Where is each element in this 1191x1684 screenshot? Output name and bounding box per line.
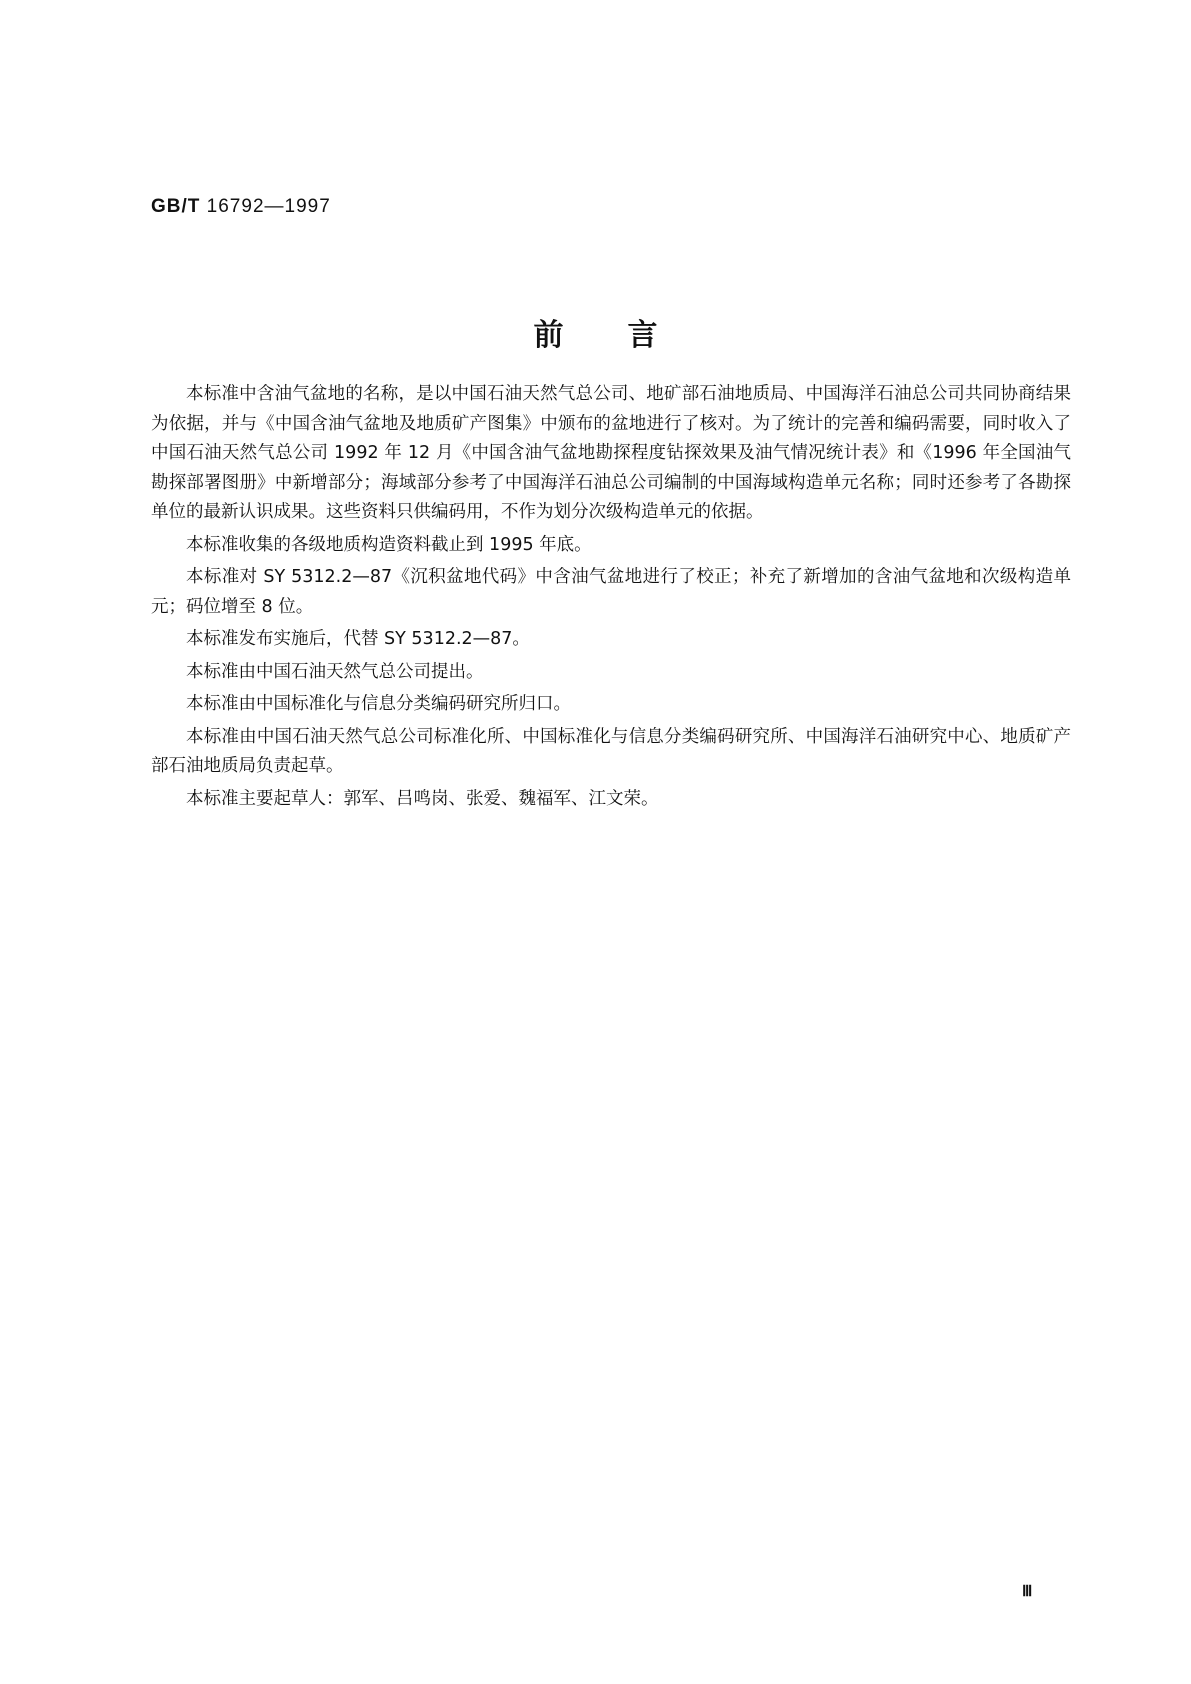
paragraph: 本标准收集的各级地质构造资料截止到 1995 年底。 — [186, 534, 592, 555]
paragraph: 本标准对 SY 5312.2—87《沉积盆地代码》中含油气盆地进行了校正；补充了新增加的含油气盆地和次级构造单元；码位增至 8 位。 — [151, 567, 1071, 617]
standard-prefix: GB/T — [151, 196, 201, 217]
standard-number — [151, 196, 331, 218]
paragraph: 本标准主要起草人：郭军、吕鸣岗、张爱、魏福军、江文荣。 — [186, 788, 659, 809]
page-number: Ⅲ — [1022, 1584, 1033, 1600]
paragraph: 本标准中含油气盆地的名称，是以中国石油天然气总公司、地矿部石油地质局、中国海洋石油总公司共同协商结果为依据，并与《中国含油气盆地及地质矿产图集》中颁布的盆地进行了核对。为了统计的完善和编码需要，同时收入了中国石油天然气总公司 1992 年 12 月《中国含油气盆地勘探程度钻探效果及油气情况统计表》和《1996 年全国油气勘探部署图册》中新增部分；海域部分参考了中国海洋石油总公司编制的中国海域构造单元名称；同时还参考了各勘探单位的最新认识成果。这些资料只供编码用，不作为划分次级构造单元的依据。 — [151, 384, 1071, 522]
paragraph: 本标准由中国石油天然气总公司标准化所、中国标准化与信息分类编码研究所、中国海洋石油研究中心、地质矿产部石油地质局负责起草。 — [151, 726, 1071, 776]
paragraph: 本标准发布实施后，代替 SY 5312.2—87。 — [186, 629, 530, 649]
standard-code: 16792—1997 — [206, 196, 331, 217]
page-title: 前言 — [533, 318, 722, 353]
paragraph: 本标准由中国标准化与信息分类编码研究所归口。 — [186, 694, 571, 714]
paragraph: 本标准由中国石油天然气总公司提出。 — [186, 661, 484, 682]
foreword-body — [151, 380, 1071, 817]
